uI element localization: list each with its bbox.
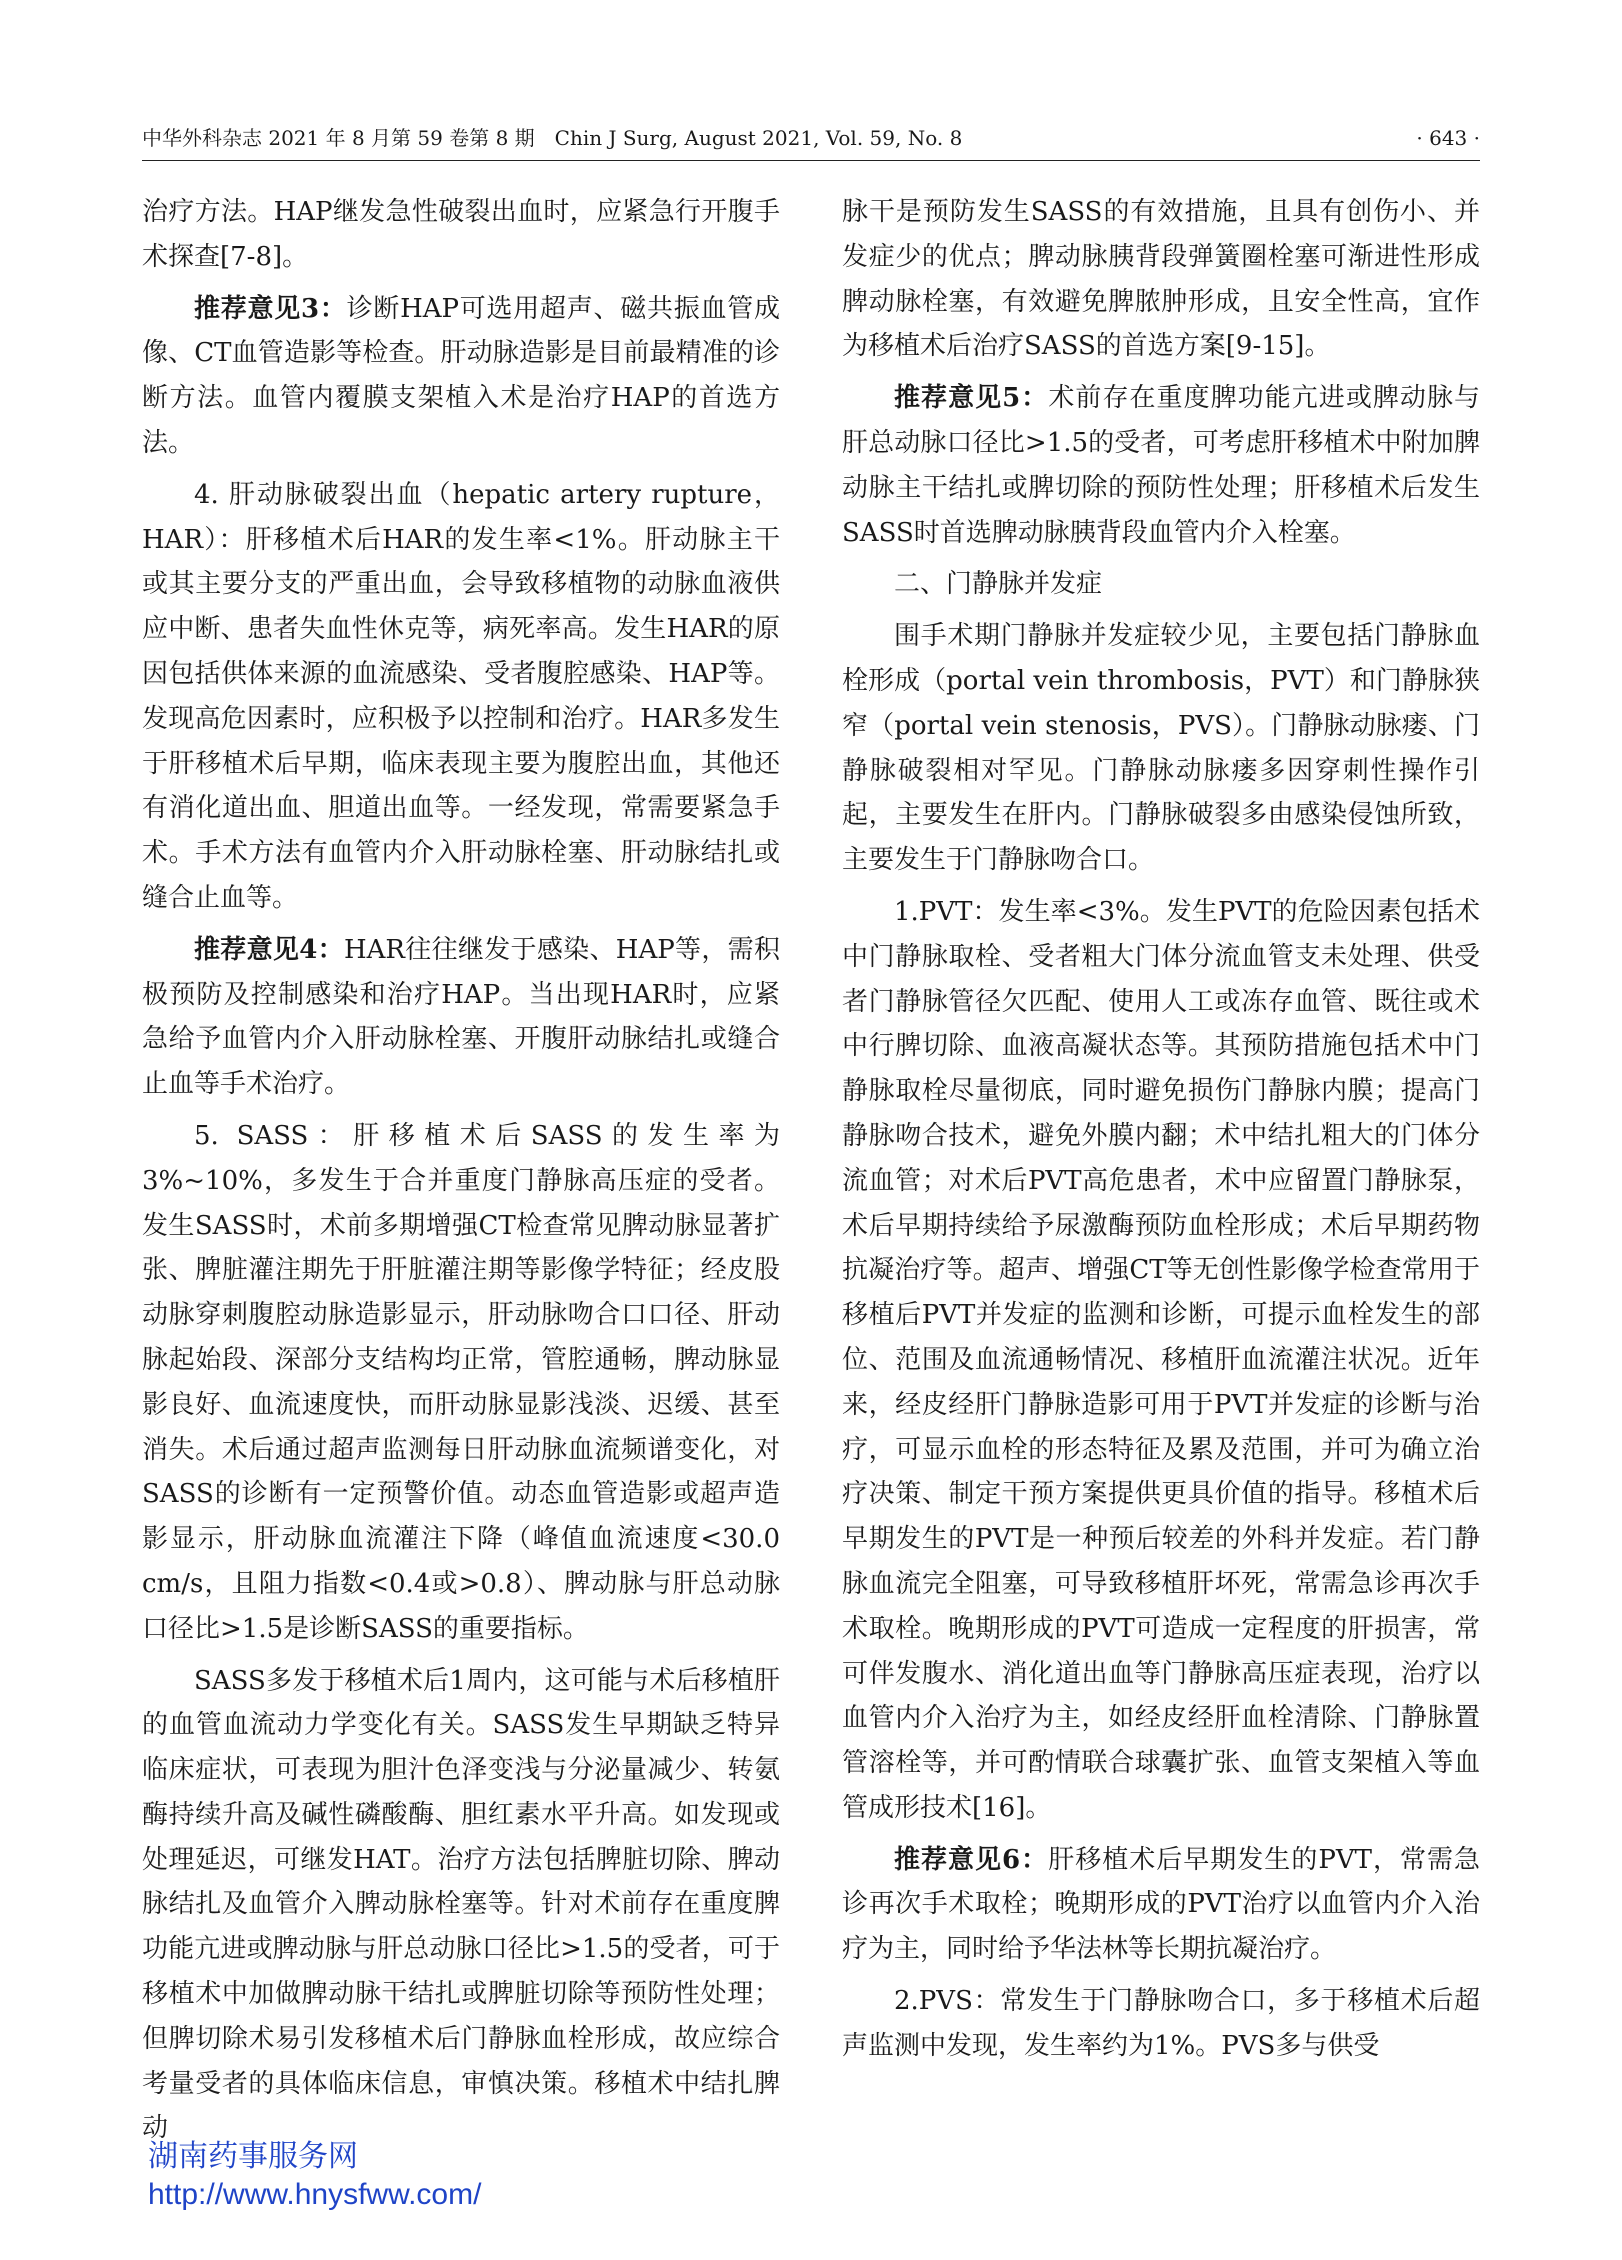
running-header — [142, 118, 1480, 158]
watermark — [148, 2138, 481, 2214]
paragraph-text: 2.PVS：常发生于门静脉吻合口，多于移植术后超声监测中发现，发生率约为1%。PVS多与供受 — [842, 1986, 1480, 2061]
paragraph-text: 5. SASS：肝移植术后SASS的发生率为3%~10%，多发生于合并重度门静脉高压症的受者。发生SASS时，术前多期增强CT检查常见脾动脉显著扩张、脾脏灌注期先于肝脏灌注期等影像学特征；经皮股动脉穿刺腹腔动脉造影显示，肝动脉吻合口口径、肝动脉起始段、深部分支结构均正常，管腔通畅，脾动脉显影良好、血流速度快，而肝动脉显影浅淡、迟缓、甚至消失。术后通过超声监测每日肝动脉血流频谱变化，对SASS的诊断有一定预警价值。动态血管造影或超声造影显示，肝动脉血流灌注下降（峰值血流速度<30.0 cm/s，且阻力指数<0.4或>0.8）、脾动脉与肝总动脉口径比>1.5是诊断SASS的重要指标。 — [142, 1120, 780, 1644]
paragraph-text: 脉干是预防发生SASS的有效措施，且具有创伤小、并发症少的优点；脾动脉胰背段弹簧圈栓塞可渐进性形成脾动脉栓塞，有效避免脾脓肿形成，且安全性高，宜作为移植术后治疗SASS的首选方案[9-15]。 — [842, 197, 1480, 362]
recommendation-lead: 推荐意见3： — [194, 293, 347, 324]
paragraph — [842, 1979, 1480, 2069]
page-number: · 643 · — [1416, 126, 1480, 150]
recommendation-lead: 推荐意见6： — [894, 1844, 1049, 1875]
paragraph — [842, 562, 1480, 607]
paragraph-text: 1.PVT：发生率<3%。发生PVT的危险因素包括术中门静脉取栓、受者粗大门体分流血管支未处理、供受者门静脉管径欠匹配、使用人工或冻存血管、既往或术中行脾切除、血液高凝状态等。其预防措施包括术中门静脉取栓尽量彻底，同时避免损伤门静脉内膜；提高门静脉吻合技术，避免外膜内翻；术中结扎粗大的门体分流血管；对术后PVT高危患者，术中应留置门静脉泵，术后早期持续给予尿激酶预防血栓形成；术后早期药物抗凝治疗等。超声、增强CT等无创性影像学检查常用于移植后PVT并发症的监测和诊断，可提示血栓发生的部位、范围及血流通畅情况、移植肝血流灌注状况。近年来，经皮经肝门静脉造影可用于PVT并发症的诊断与治疗，可显示血栓的形态特征及累及范围，并可为确立治疗决策、制定干预方案提供更具价值的指导。移植术后早期发生的PVT是一种预后较差的外科并发症。若门静脉血流完全阻塞，可导致移植肝坏死，常需急诊再次手术取栓。晚期形成的PVT可造成一定程度的肝损害，常可伴发腹水、消化道出血等门静脉高压症表现，治疗以血管内介入治疗为主，如经皮经肝血栓清除、门静脉置管溶栓等，并可酌情联合球囊扩张、血管支架植入等血管成形技术[16]。 — [842, 896, 1480, 1823]
header-rule — [142, 160, 1480, 161]
paragraph-text: 诊断HAP可选用超声、磁共振血管成像、CT血管造影等检查。肝动脉造影是目前最精准的诊断方法。血管内覆膜支架植入术是治疗HAP的首选方法。 — [142, 293, 780, 458]
recommendation-lead: 推荐意见4： — [194, 934, 344, 965]
watermark-name: 湖南药事服务网 — [148, 2140, 358, 2173]
paragraph — [142, 190, 780, 280]
recommendation-lead: 推荐意见5： — [894, 383, 1049, 414]
left-column — [142, 190, 780, 2144]
paragraph — [142, 928, 780, 1107]
paragraph — [142, 1114, 780, 1652]
paragraph — [142, 1659, 780, 2152]
paragraph — [142, 287, 780, 466]
watermark-url-link[interactable]: http://www.hnysfww.com/ — [148, 2178, 482, 2211]
paragraph — [142, 473, 780, 921]
paragraph — [842, 614, 1480, 883]
paragraph — [842, 890, 1480, 1831]
paragraph-text: 围手术期门静脉并发症较少见，主要包括门静脉血栓形成（portal vein thrombosis，PVT）和门静脉狭窄（portal vein stenosis，PVS）。门静脉动脉瘘、门静脉破裂相对罕见。门静脉动脉瘘多因穿刺性操作引起，主要发生在肝内。门静脉破裂多由感染侵蚀所致，主要发生于门静脉吻合口。 — [842, 621, 1480, 876]
paragraph-text: 术前存在重度脾功能亢进或脾动脉与肝总动脉口径比>1.5的受者，可考虑肝移植术中附加脾动脉主干结扎或脾切除的预防性处理；肝移植术后发生SASS时首选脾动脉胰背段血管内介入栓塞。 — [842, 383, 1480, 548]
paragraph-text: SASS多发于移植术后1周内，这可能与术后移植肝的血管血流动力学变化有关。SASS发生早期缺乏特异临床症状，可表现为胆汁色泽变浅与分泌量减少、转氨酶持续升高及碱性磷酸酶、胆红素水平升高。如发现或处理延迟，可继发HAT。治疗方法包括脾脏切除、脾动脉结扎及血管介入脾动脉栓塞等。针对术前存在重度脾功能亢进或脾动脉与肝总动脉口径比>1.5的受者，可于移植术中加做脾动脉干结扎或脾脏切除等预防性处理；但脾切除术易引发移植术后门静脉血栓形成，故应综合考量受者的具体临床信息，审慎决策。移植术中结扎脾动 — [142, 1665, 780, 2144]
paragraph — [842, 1838, 1480, 1972]
paragraph-text: 二、门静脉并发症 — [894, 569, 1103, 600]
paragraph — [842, 376, 1480, 555]
paragraph-text: HAR往往继发于感染、HAP等，需积极预防及控制感染和治疗HAP。当出现HAR时，应紧急给予血管内介入肝动脉栓塞、开腹肝动脉结扎或缝合止血等手术治疗。 — [142, 934, 780, 1100]
journal-citation: 中华外科杂志 2021 年 8 月第 59 卷第 8 期 Chin J Surg, August 2021, Vol. 59, No. 8 — [142, 126, 963, 150]
paragraph-text: 4. 肝动脉破裂出血（hepatic artery rupture，HAR）：肝移植术后HAR的发生率<1%。肝动脉主干或其主要分支的严重出血，会导致移植物的动脉血液供应中断、患者失血性休克等，病死率高。发生HAR的原因包括供体来源的血流感染、受者腹腔感染、HAP等。发现高危因素时，应积极予以控制和治疗。HAR多发生于肝移植术后早期，临床表现主要为腹腔出血，其他还有消化道出血、胆道出血等。一经发现，常需要紧急手术。手术方法有血管内介入肝动脉栓塞、肝动脉结扎或缝合止血等。 — [142, 479, 780, 913]
paragraph-text: 治疗方法。HAP继发急性破裂出血时，应紧急行开腹手术探查[7-8]。 — [142, 197, 780, 272]
paragraph — [842, 190, 1480, 369]
paragraph-text: 肝移植术后早期发生的PVT，常需急诊再次手术取栓；晚期形成的PVT治疗以血管内介入治疗为主，同时给予华法林等长期抗凝治疗。 — [842, 1844, 1480, 1965]
right-column — [842, 190, 1480, 2090]
